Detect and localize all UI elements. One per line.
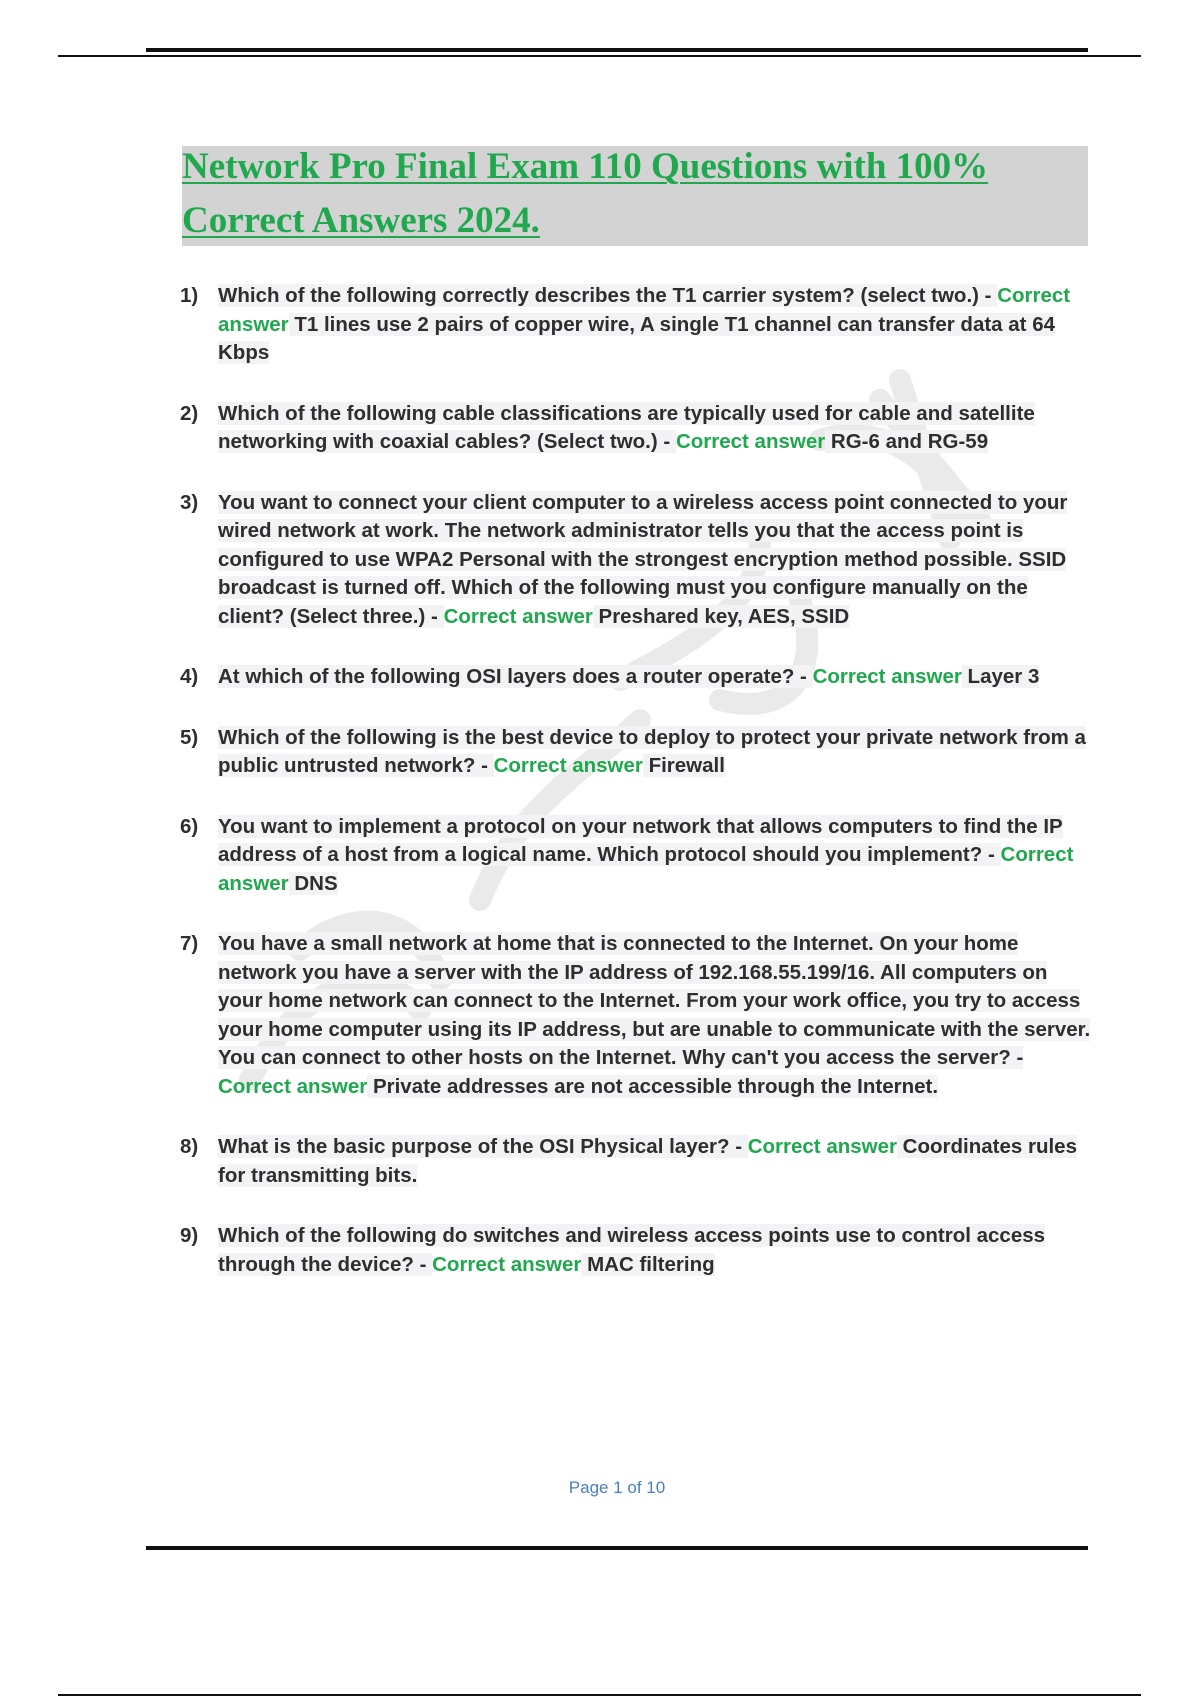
question-number: 9) — [180, 1224, 199, 1247]
answer-label: Correct answer — [432, 1252, 582, 1276]
answer-text: T1 lines use 2 pairs of copper wire, A single T1 channel can transfer data at 64 Kbps — [218, 312, 1056, 364]
question-text: Which of the following is the best device to deploy to protect your private network from a public untrusted network? - — [218, 725, 1086, 777]
question-number: 4) — [180, 665, 199, 688]
answer-label: Correct answer — [747, 1135, 897, 1158]
question-item — [180, 1133, 1092, 1190]
question-text: What is the basic purpose of the OSI Physical layer? - — [218, 1135, 748, 1158]
answer-text: DNS — [288, 871, 338, 895]
answer-label: Correct answer — [812, 665, 962, 688]
question-text: You want to connect your client computer to a wireless access point connected to your wired network at work. The network administrator tells you that the access point is configured to use WPA2 Personal with the strongest encryption method possible. SSID broadcast is turned off. Which of the following must you configure manually on the client? (Select three.) - — [218, 490, 1068, 628]
question-item — [180, 489, 1092, 632]
question-item — [180, 663, 1092, 692]
question-item — [180, 930, 1092, 1101]
question-number: 3) — [180, 490, 199, 514]
question-text: Which of the following correctly describes the T1 carrier system? (select two.) - — [218, 284, 998, 307]
top-rule-inner — [146, 48, 1088, 52]
answer-text: Coordinates rules for transmitting bits. — [218, 1135, 1077, 1187]
question-text: You have a small network at home that is connected to the Internet. On your home network you have a server with the IP address of 192.168.55.199/16. All computers on your home network can connect to the Internet. From your work office, you try to access your home computer using its IP address, but are unable to communicate with the server. You can connect to other hosts on the Internet. Why can't you access the server? - — [218, 932, 1091, 1069]
question-number: 1) — [180, 284, 199, 307]
question-number: 7) — [180, 932, 199, 955]
question-number: 8) — [180, 1135, 199, 1158]
question-number: 5) — [180, 725, 199, 749]
bottom-rule-inner — [146, 1546, 1088, 1550]
question-number: 2) — [180, 401, 199, 425]
answer-label: Correct answer — [218, 1074, 368, 1098]
question-text: Which of the following cable classifications are typically used for cable and satellite networking with coaxial cables? (Select two.) - — [218, 401, 1035, 453]
answer-label: Correct answer — [493, 754, 643, 777]
question-text: You want to implement a protocol on your network that allows computers to find the IP address of a host from a logical name. Which protocol should you implement? - — [218, 814, 1063, 866]
answer-text: Preshared key, AES, SSID — [592, 604, 850, 628]
answer-text: Private addresses are not accessible through the Internet. — [367, 1074, 939, 1098]
answer-label: Correct answer — [443, 604, 593, 628]
bottom-rule-outer — [58, 1694, 1141, 1696]
top-rule-outer — [58, 55, 1141, 57]
page-title: Network Pro Final Exam 110 Questions with 100% Correct Answers 2024. — [182, 146, 989, 241]
answer-text: Firewall — [642, 754, 725, 777]
answer-text: RG-6 and RG-59 — [825, 430, 989, 453]
page-number: Page 1 of 10 — [568, 1478, 666, 1497]
answer-label: Correct answer — [218, 843, 1074, 895]
answer-label: Correct answer — [675, 430, 826, 453]
question-item — [180, 724, 1092, 781]
question-number: 6) — [180, 814, 199, 838]
question-text: At which of the following OSI layers does a router operate? - — [218, 665, 813, 688]
question-item — [180, 282, 1092, 368]
question-item — [180, 813, 1092, 899]
answer-text: MAC filtering — [581, 1252, 715, 1276]
question-text: Which of the following do switches and wireless access points use to control access through the device? - — [218, 1224, 1046, 1276]
question-item — [180, 1222, 1092, 1279]
question-item — [180, 400, 1092, 457]
answer-label: Correct answer — [218, 284, 1071, 336]
question-list — [180, 282, 1092, 1311]
answer-text: Layer 3 — [961, 665, 1040, 688]
